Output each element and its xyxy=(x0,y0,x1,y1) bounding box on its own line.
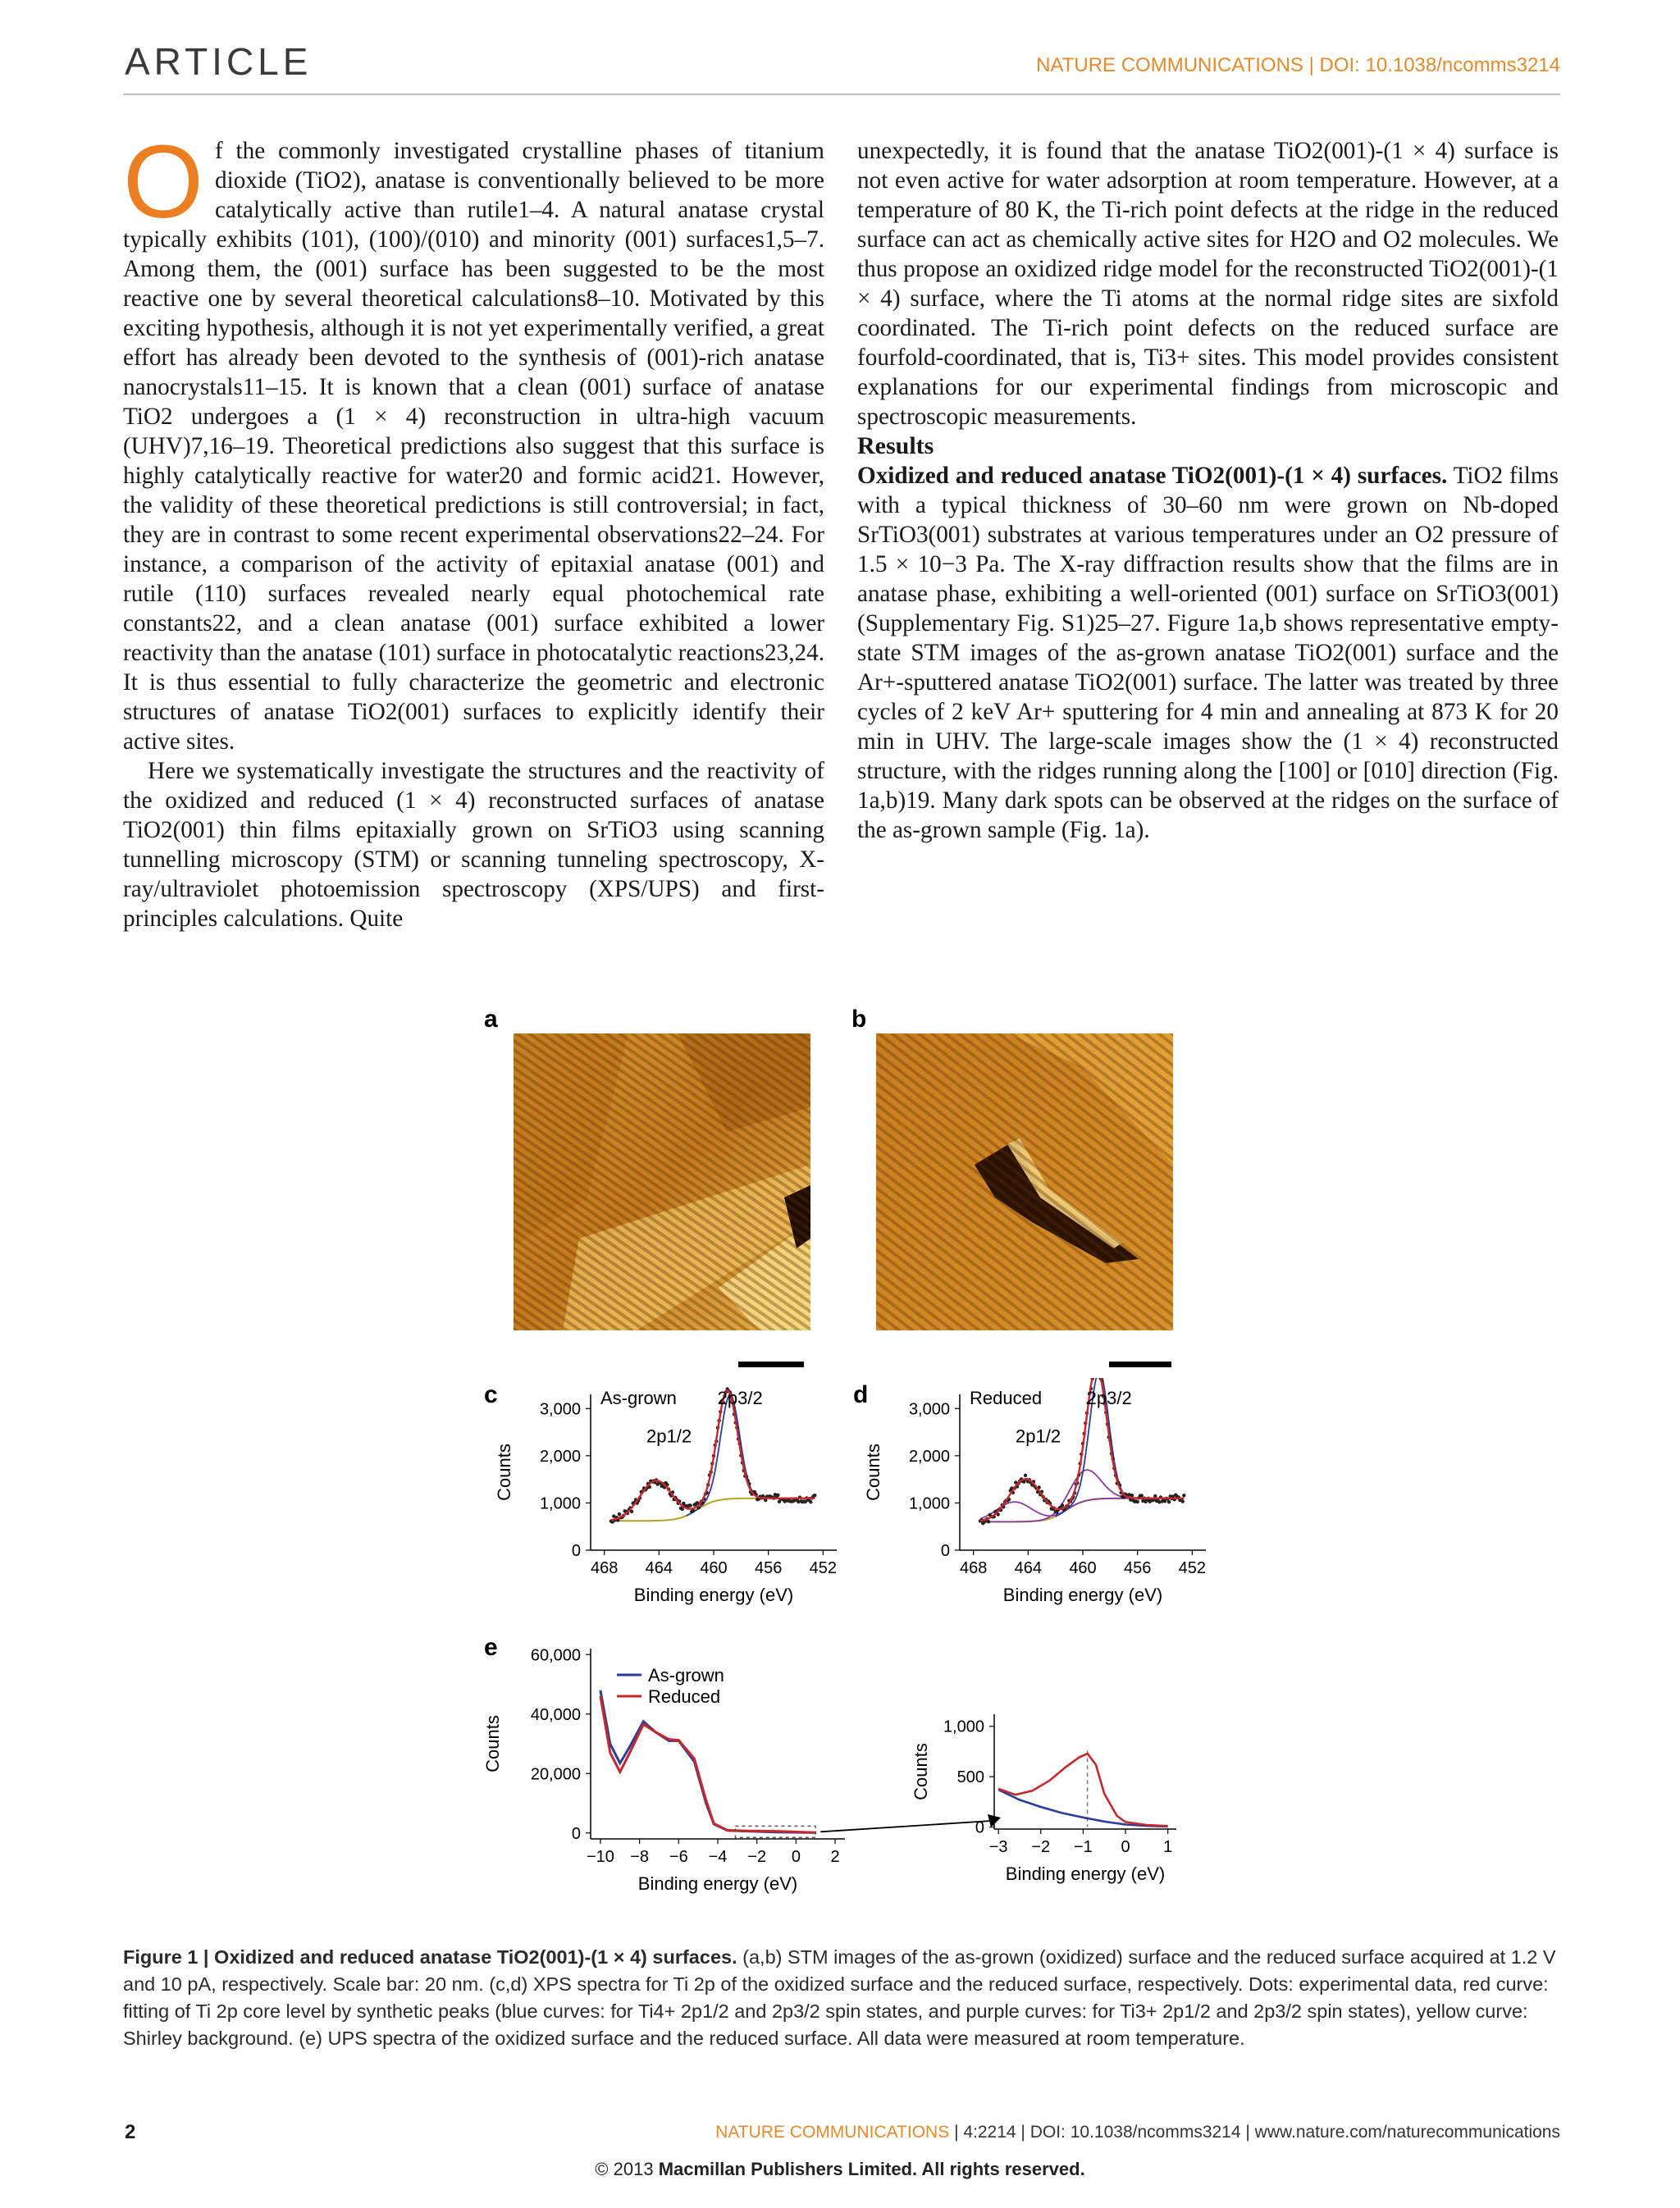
x-axis-label: Binding energy (eV) xyxy=(637,1873,798,1894)
results-subheading: Oxidized and reduced anatase TiO2(001)-(1 × 4) surfaces. xyxy=(857,463,1448,489)
data-dot xyxy=(1182,1494,1185,1497)
header-divider xyxy=(123,94,1560,95)
panel-label-d: d xyxy=(853,1381,869,1408)
x-tick-label: 460 xyxy=(1069,1559,1097,1577)
panel-label-e: e xyxy=(484,1634,498,1661)
footer-citation[interactable] xyxy=(715,2123,1560,2142)
series-reduced xyxy=(600,1696,815,1832)
y-tick-label: 2,000 xyxy=(908,1447,950,1466)
x-tick-label: 456 xyxy=(1123,1559,1152,1577)
data-dot xyxy=(1136,1500,1139,1503)
data-dot xyxy=(1181,1499,1185,1503)
zoom-arrow xyxy=(820,1821,991,1832)
section-label: ARTICLE xyxy=(125,40,313,83)
x-tick-label: 452 xyxy=(1178,1559,1207,1577)
legend-label-as-grown: As-grown xyxy=(648,1665,724,1686)
peak-label-2p3-2: 2p3/2 xyxy=(717,1388,763,1408)
x-tick-label: 0 xyxy=(791,1848,801,1866)
data-dot xyxy=(776,1494,779,1497)
body-paragraph-2: Here we systematically investigate the structures and the reactivity of the oxidized and reduced (1 × 4) reconstructed surfaces of anatase TiO2(001) thin films epitaxially grown on SrTiO3 using scanning tunnelling microscopy (STM) or scanning tunneling spectroscopy, X-ray/ultraviolet photoemission spectroscopy (XPS/UPS) and first-principles calculations. Quite xyxy=(123,758,824,932)
caption-text: (a,b) STM images of the as-grown (oxidized) surface and the reduced surface acquired at 1.2 V and 10 pA, respectively. Scale bar: 20 nm. (c,d) XPS spectra for Ti 2p of the oxidized surface and the reduced surface, respectively. Dots: experimental data, red curve: fitting of Ti 2p core level by synthetic peaks (blue curves: for Ti4+ 2p1/2 and 2p3/2 spin states, and purple curves: for Ti3+ 2p1/2 and 2p3/2 spin states), yellow curve: Shirley background. (e) UPS spectra of the oxidized surface and the reduced surface. All data were measured at room temperature. xyxy=(123,1946,1556,2049)
y-tick-label: 1,000 xyxy=(943,1718,984,1736)
y-tick-label: 0 xyxy=(975,1818,984,1837)
y-axis-label: Counts xyxy=(494,1444,514,1501)
x-axis-label: Binding energy (eV) xyxy=(1002,1585,1163,1605)
data-dot xyxy=(1130,1494,1134,1497)
xps-chart-reduced xyxy=(845,1378,1222,1632)
panel-label-b: b xyxy=(851,1006,867,1033)
y-tick-label: 500 xyxy=(956,1768,984,1787)
stm-image-as-grown xyxy=(514,1033,810,1330)
x-tick-label: 452 xyxy=(809,1559,838,1577)
ups-chart xyxy=(476,1632,1296,1936)
data-dot xyxy=(987,1520,990,1523)
x-tick-label: 1 xyxy=(1163,1838,1173,1856)
footer-citation-text: | 4:2214 | DOI: 10.1038/ncomms3214 | www.nature.com/naturecommunications xyxy=(954,2123,1560,2142)
data-dot xyxy=(618,1512,621,1516)
left-column xyxy=(123,124,824,933)
inset-series-as-grown xyxy=(998,1790,1168,1827)
figure-caption xyxy=(123,1944,1559,2052)
y-tick-label: 0 xyxy=(571,1824,581,1843)
data-dot xyxy=(1061,1503,1064,1507)
y-tick-label: 1,000 xyxy=(539,1494,581,1513)
scale-bar-b xyxy=(1109,1362,1171,1367)
x-tick-label: 464 xyxy=(645,1559,673,1577)
drop-cap: O xyxy=(123,124,204,240)
data-dot xyxy=(1140,1494,1144,1497)
intro-paragraph: Of the commonly investigated crystalline phases of titanium dioxide (TiO2), anatase is conventionally believed to be more catalytically active than rutile1–4. A natural anatase crystal typically exhibits (101), (100)/(010) and minority (001) surfaces1,5–7. Among them, the (001) surface has been suggested to be the most reactive one by several theoretical calculations8–10. Motivated by this exciting hypothesis, although it is not yet experimentally verified, a great effort has already been devoted to the synthesis of (001)-rich anatase nanocrystals11–15. It is known that a clean (001) surface of anatase TiO2 undergoes a (1 × 4) reconstruction in ultra-high vacuum (UHV)7,16–19. Theoretical predictions also suggest that this surface is highly catalytically reactive for water20 and formic acid21. However, the validity of these theoretical predictions is still controversial; in fact, they are in contrast to some recent experimental observations22–24. For instance, a comparison of the activity of epitaxial anatase (001) and rutile (110) surfaces revealed nearly equal photochemical rate constants22, and a clean anatase (001) surface exhibited a lower reactivity than the anatase (101) surface in photocatalytic reactions23,24. It is thus essential to fully characterize the geometric and electronic structures of anatase TiO2(001) surfaces to explicitly identify their active sites. xyxy=(123,124,824,755)
legend-label-reduced: Reduced xyxy=(648,1686,721,1707)
series-as-grown xyxy=(600,1690,815,1833)
page-number: 2 xyxy=(125,2121,136,2143)
panel-title: Reduced xyxy=(970,1388,1043,1408)
x-axis-label: Binding energy (eV) xyxy=(633,1585,794,1605)
y-tick-label: 40,000 xyxy=(530,1705,581,1724)
x-tick-label: −8 xyxy=(630,1848,650,1866)
footer-journal: NATURE COMMUNICATIONS xyxy=(715,2123,950,2142)
x-tick-label: −2 xyxy=(747,1848,767,1866)
results-heading: Results xyxy=(857,432,934,459)
peak-label-2p1-2: 2p1/2 xyxy=(1016,1426,1061,1447)
panel-label-a: a xyxy=(484,1006,498,1033)
x-tick-label: −10 xyxy=(586,1848,614,1866)
data-dot xyxy=(813,1494,816,1497)
x-tick-label: −2 xyxy=(1031,1838,1051,1856)
x-axis-label: Binding energy (eV) xyxy=(1005,1864,1166,1884)
caption-label: Figure 1 | Oxidized and reduced anatase TiO2(001)-(1 × 4) surfaces. xyxy=(123,1946,737,1968)
y-axis-label: Counts xyxy=(482,1715,503,1772)
y-tick-label: 1,000 xyxy=(908,1494,950,1513)
y-tick-label: 60,000 xyxy=(530,1646,581,1665)
right-column xyxy=(857,136,1559,845)
y-tick-label: 0 xyxy=(571,1542,581,1560)
data-dot xyxy=(681,1508,684,1511)
data-dot xyxy=(689,1503,692,1507)
x-tick-label: 456 xyxy=(754,1559,783,1577)
xps-chart-as-grown xyxy=(476,1378,853,1632)
y-tick-label: 2,000 xyxy=(539,1447,581,1466)
y-tick-label: 20,000 xyxy=(530,1765,581,1784)
peak-label-2p1-2: 2p1/2 xyxy=(646,1426,692,1447)
x-tick-label: −1 xyxy=(1074,1838,1093,1856)
y-axis-label: Counts xyxy=(863,1444,883,1501)
x-tick-label: 464 xyxy=(1014,1559,1043,1577)
stm-image-reduced xyxy=(876,1033,1173,1330)
data-dot xyxy=(1167,1500,1171,1503)
y-tick-label: 3,000 xyxy=(539,1400,581,1419)
peak-label-2p3-2: 2p3/2 xyxy=(1086,1388,1132,1408)
y-tick-label: 3,000 xyxy=(908,1400,950,1419)
scale-bar-a xyxy=(738,1362,804,1367)
copyright: © 2013 Macmillan Publishers Limited. All rights reserved. xyxy=(595,2159,1085,2179)
journal-doi-header[interactable]: NATURE COMMUNICATIONS | DOI: 10.1038/ncomms3214 xyxy=(1036,54,1560,76)
body-paragraph-3: unexpectedly, it is found that the anatase TiO2(001)-(1 × 4) surface is not even active for water adsorption at room temperature. However, at a temperature of 80 K, the Ti-rich point defects at the ridge in the reduced surface can act as chemically active sites for H2O and O2 molecules. We thus propose an oxidized ridge model for the reconstructed TiO2(001)-(1 × 4) surface, where the Ti atoms at the normal ridge sites are sixfold coordinated. The Ti-rich point defects on the reduced surface are fourfold-coordinated, that is, Ti3+ sites. This model provides consistent explanations for our experimental findings from microscopic and spectroscopic measurements. xyxy=(857,138,1559,430)
x-tick-label: 468 xyxy=(959,1559,988,1577)
y-axis-label: Counts xyxy=(911,1743,931,1800)
panel-label-c: c xyxy=(484,1381,498,1408)
x-tick-label: 460 xyxy=(700,1559,728,1577)
inset-series-reduced xyxy=(998,1754,1168,1826)
x-tick-label: −6 xyxy=(669,1848,688,1866)
x-tick-label: −4 xyxy=(708,1848,728,1866)
data-dot xyxy=(1024,1474,1027,1477)
x-tick-label: 2 xyxy=(830,1848,840,1866)
x-tick-label: −3 xyxy=(988,1838,1008,1856)
x-tick-label: 468 xyxy=(590,1559,619,1577)
y-tick-label: 0 xyxy=(940,1542,950,1560)
x-tick-label: 0 xyxy=(1121,1838,1130,1856)
results-paragraph: Oxidized and reduced anatase TiO2(001)-(1 × 4) surfaces. TiO2 films with a typical thickness of 30–60 nm were grown on Nb-doped SrTiO3(001) substrates at various temperatures under an O2 pressure of 1.5 × 10−3 Pa. The X-ray diffraction results show that the films are in anatase phase, exhibiting a well-oriented (001) surface on SrTiO3(001) (Supplementary Fig. S1)25–27. Figure 1a,b shows representative empty-state STM images of the as-grown anatase TiO2(001) surface and the Ar+-sputtered anatase TiO2(001) surface. The latter was treated by three cycles of 2 keV Ar+ sputtering for 4 min and annealing at 873 K for 20 min in UHV. The large-scale images show the (1 × 4) reconstructed structure, with the ridges running along the [100] or [010] direction (Fig. 1a,b)19. Many dark spots can be observed at the ridges on the surface of the as-grown sample (Fig. 1a). xyxy=(857,463,1559,843)
data-dot xyxy=(809,1500,812,1503)
panel-title: As-grown xyxy=(600,1388,677,1408)
